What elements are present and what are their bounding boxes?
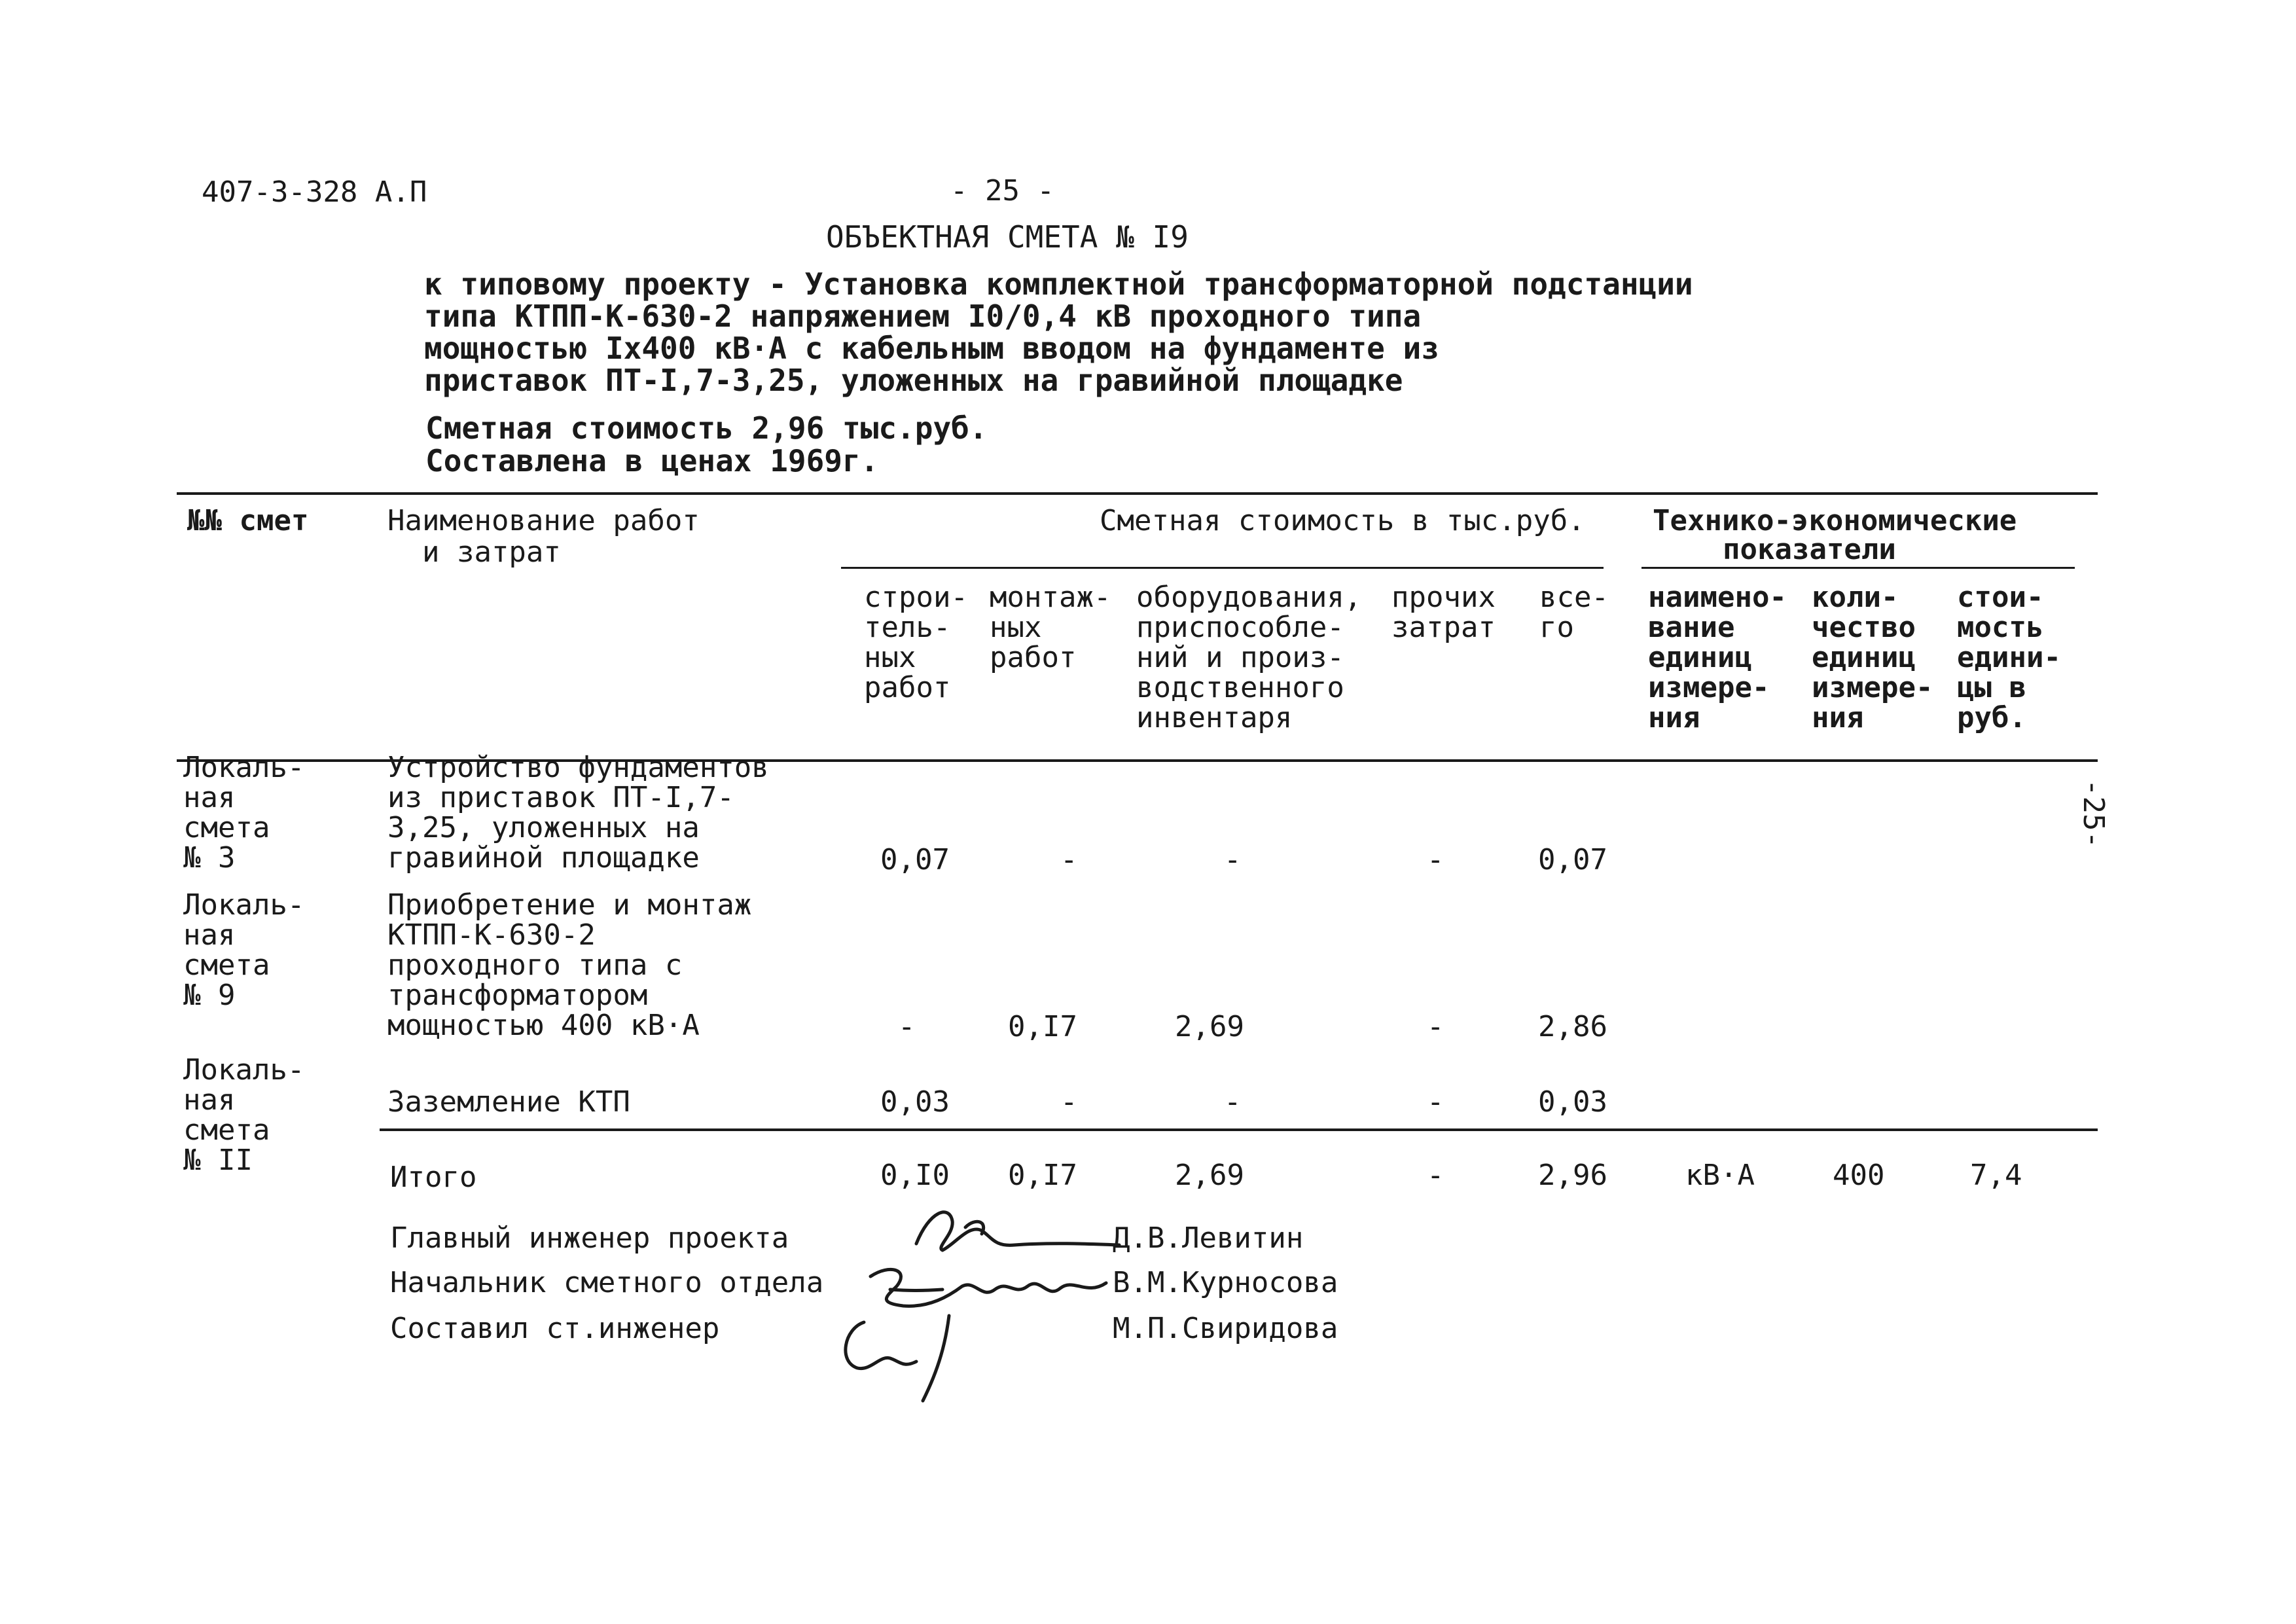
totals-unit-cost: 7,4 — [1970, 1159, 2022, 1192]
totals-rule — [380, 1128, 2098, 1131]
row-3-construction: 0,03 — [880, 1085, 950, 1119]
totals-unit-count: 400 — [1833, 1159, 1885, 1192]
col-header-unit-name: наимено- вание единиц измере- ния — [1648, 581, 1787, 734]
row-3-equipment: - — [1224, 1085, 1242, 1119]
document-title: ОБЪЕКТНАЯ СМЕТА № I9 — [826, 219, 1189, 255]
totals-equipment: 2,69 — [1175, 1159, 1244, 1192]
row-3-total: 0,03 — [1538, 1085, 1607, 1119]
totals-unit-name: кВ·А — [1685, 1159, 1755, 1192]
row-2-equipment: 2,69 — [1175, 1010, 1244, 1043]
row-3-estimate: Локаль- ная смета № II — [183, 1053, 305, 1177]
cost-group-rule — [841, 567, 1604, 569]
totals-total: 2,96 — [1538, 1159, 1607, 1192]
description-line-1: к типовому проекту - Установка комплектной трансформаторной подстанции — [424, 266, 1693, 302]
row-1-name: Устройство фундаментов из приставок ПТ-I,7- 3,25, уложенных на гравийной площадке — [387, 751, 769, 875]
description-line-4: приставок ПТ-I,7-3,25, уложенных на гравийной площадке — [424, 363, 1403, 398]
row-2-estimate: Локаль- ная смета № 9 — [183, 888, 305, 1012]
row-3-name: Заземление КТП — [387, 1085, 630, 1119]
signature-role-compiler: Составил ст.инженер — [390, 1312, 720, 1345]
signature-role-head-of-estimates: Начальник сметного отдела — [390, 1266, 824, 1299]
row-1-installation: - — [1060, 843, 1078, 876]
margin-page-mark: -25- — [2077, 779, 2110, 848]
signature-name-compiler: М.П.Свиридова — [1113, 1312, 1338, 1345]
col-header-other: прочих затрат — [1391, 581, 1496, 644]
handwritten-signature-3 — [818, 1303, 988, 1414]
row-1-construction: 0,07 — [880, 843, 950, 876]
col-header-installation: монтаж- ных работ — [990, 581, 1111, 674]
price-year: Составлена в ценах 1969г. — [425, 443, 879, 478]
description-line-2: типа КТПП-К-630-2 напряжением I0/0,4 кВ проходного типа — [424, 298, 1422, 334]
totals-label: Итого — [390, 1161, 477, 1194]
row-1-estimate: Локаль- ная смета № 3 — [183, 751, 305, 875]
description-line-3: мощностью Iх400 кВ·А с кабельным вводом на фундаменте из — [424, 331, 1439, 366]
row-3-other: - — [1427, 1085, 1444, 1119]
row-1-equipment: - — [1224, 843, 1242, 876]
signature-name-head-of-estimates: В.М.Курносова — [1113, 1266, 1338, 1299]
estimated-cost: Сметная стоимость 2,96 тыс.руб. — [425, 410, 988, 446]
col-header-equipment: оборудования, приспособле- ний и произ- водственного инвентаря — [1136, 581, 1362, 734]
col-header-unit-cost: стои- мость едини- цы в руб. — [1957, 581, 2061, 734]
totals-construction: 0,I0 — [880, 1159, 950, 1192]
document-code: 407-3-328 А.П — [202, 175, 427, 209]
row-3-installation: - — [1060, 1085, 1078, 1119]
table-top-rule — [177, 492, 2098, 495]
tech-group-rule — [1641, 567, 2075, 569]
row-2-installation: 0,I7 — [1008, 1010, 1077, 1043]
row-2-other: - — [1427, 1010, 1444, 1043]
col-header-total: все- го — [1539, 581, 1609, 644]
signature-name-chief-engineer: Д.В.Левитин — [1113, 1221, 1304, 1255]
row-1-other: - — [1427, 843, 1444, 876]
col-header-name-1: Наименование работ — [387, 504, 700, 537]
col-header-cost-group: Сметная стоимость в тыс.руб. — [1100, 504, 1585, 537]
signature-role-chief-engineer: Главный инженер проекта — [390, 1221, 789, 1255]
page-number: - 25 - — [950, 174, 1054, 208]
totals-other: - — [1427, 1159, 1444, 1192]
col-header-unit-count: коли- чество единиц измере- ния — [1812, 581, 1933, 734]
col-header-tech-group-1: Технико-экономические — [1653, 504, 2017, 537]
col-header-tech-group-2: показатели — [1723, 533, 1896, 566]
row-2-construction: - — [898, 1010, 916, 1043]
row-1-total: 0,07 — [1538, 843, 1607, 876]
row-2-name: Приобретение и монтаж КТПП-К-630-2 проходного типа с трансформатором мощностью 400 кВ·А — [387, 888, 752, 1042]
col-header-construction: строи- тель- ных работ — [864, 581, 968, 704]
totals-installation: 0,I7 — [1008, 1159, 1077, 1192]
col-header-name-2: и затрат — [387, 535, 561, 569]
row-2-total: 2,86 — [1538, 1010, 1607, 1043]
col-header-estimates: №№ смет — [187, 504, 309, 537]
